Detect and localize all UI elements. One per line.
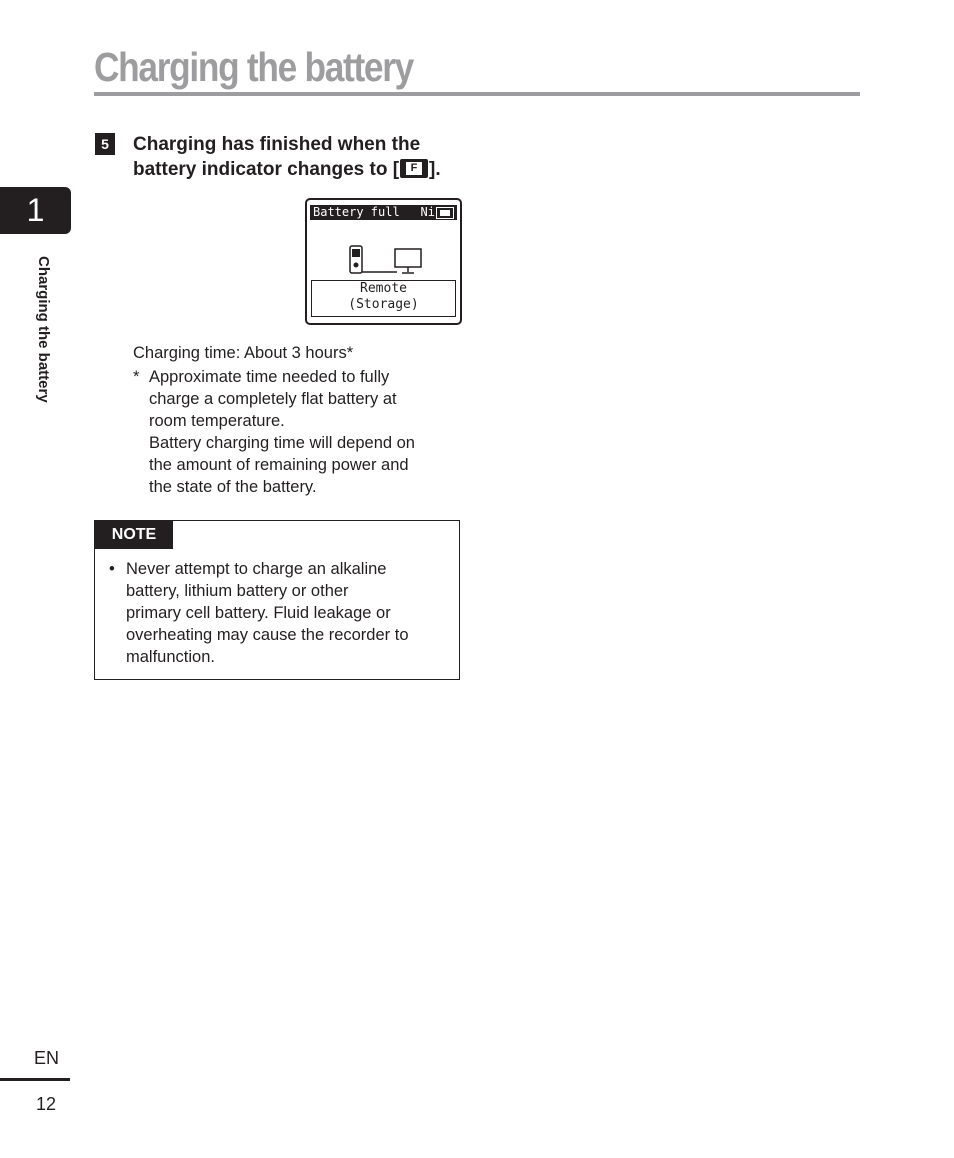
- note-line: Never attempt to charge an alkaline: [126, 560, 387, 578]
- step-line-1: Charging has finished when the: [133, 134, 421, 155]
- note-bullet: •: [109, 560, 115, 578]
- lcd-mode-box: [311, 280, 456, 317]
- step-line-2-start: battery indicator changes to [: [133, 159, 400, 180]
- note-line: primary cell battery. Fluid leakage or: [126, 604, 391, 622]
- footnote-marker: *: [133, 368, 140, 386]
- chapter-tab: 1: [0, 187, 71, 234]
- language-code: EN: [34, 1048, 60, 1068]
- page-number: 12: [36, 1094, 57, 1114]
- step-line-2: [133, 157, 473, 182]
- lcd-battery-icon: [436, 207, 454, 219]
- title-rule: [94, 92, 860, 96]
- battery-full-icon-letter: F: [406, 162, 422, 175]
- battery-full-icon: [400, 159, 428, 178]
- lcd-display-illustration: [305, 198, 462, 325]
- charging-time: Charging time: About 3 hours*: [133, 344, 354, 362]
- lcd-battery-type: Ni: [420, 205, 435, 219]
- lcd-status-bar: [310, 205, 457, 220]
- note-label: NOTE: [95, 521, 173, 549]
- lcd-mode-line-2: (Storage): [348, 297, 419, 312]
- note-line: overheating may cause the recorder to: [126, 626, 409, 644]
- lcd-mode-line-1: Remote: [360, 281, 407, 296]
- footnote-line: Approximate time needed to fully: [149, 368, 390, 386]
- note-text: [126, 558, 439, 668]
- footnote-body: [149, 366, 463, 498]
- footnote-line: Battery charging time will depend on: [149, 434, 415, 452]
- step-line-2-end: ].: [429, 159, 441, 180]
- note-box: [94, 520, 460, 680]
- note-body: [109, 558, 439, 668]
- lcd-status-text: Battery full: [313, 205, 400, 219]
- page-title: Charging the battery: [94, 44, 414, 90]
- footnote-line: the state of the battery.: [149, 478, 317, 496]
- footnote: [133, 366, 463, 498]
- footnote-line: room temperature.: [149, 412, 285, 430]
- footnote-line: charge a completely flat battery at: [149, 390, 397, 408]
- step-number: 5: [95, 133, 115, 155]
- step-instruction: [133, 132, 473, 182]
- footnote-line: the amount of remaining power and: [149, 456, 409, 474]
- recorder-to-pc-icon: [347, 244, 427, 278]
- section-side-label: Charging the battery: [35, 256, 52, 403]
- note-line: battery, lithium battery or other: [126, 582, 349, 600]
- footer-rule: [0, 1078, 70, 1081]
- note-line: malfunction.: [126, 648, 215, 666]
